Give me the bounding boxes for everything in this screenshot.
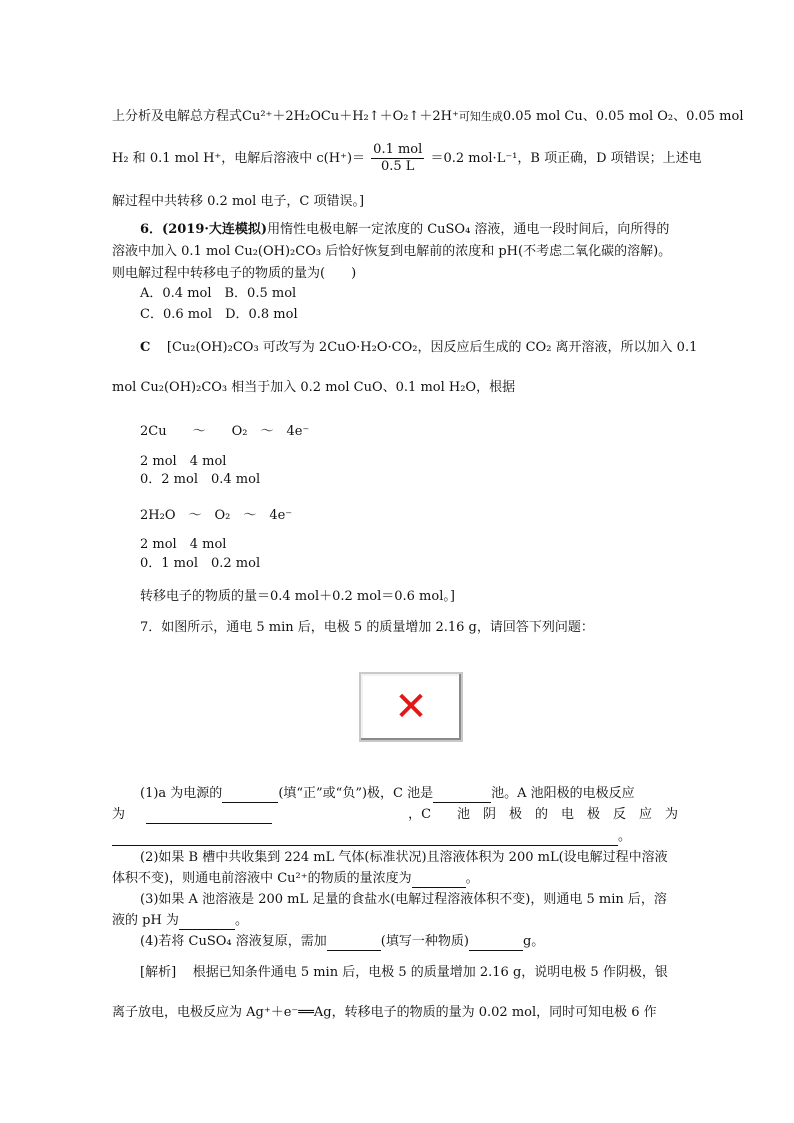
question-text: 7．如图所示，通电 5 min 后，电极 5 的质量增加 2.16 g，请回答下列问题： — [140, 620, 594, 635]
answer-blank[interactable] — [433, 802, 491, 803]
q7-part3-line2 — [112, 912, 248, 930]
q7-part1-line2 — [112, 806, 678, 824]
question-text: 。 — [234, 913, 248, 928]
fraction — [371, 142, 424, 175]
sol6-text: [Cu₂(OH)₂CO₃ 可改写为 2CuO·H₂O·CO₂，因反应后生成的 CO₂ 离开溶液，所以加入 0.1 — [166, 340, 698, 355]
q7-part3-line1: (3)如果 A 池溶液是 200 mL 足量的食盐水(电解过程溶液体积不变)，则通电 5 min 后，溶 — [140, 892, 667, 907]
answer-blank[interactable] — [412, 887, 466, 888]
sol5-equation: 上分析及电解总方程式Cu²⁺＋2H₂OCu＋H₂↑＋O₂↑＋2H⁺ — [112, 109, 459, 124]
question-text: 为 — [112, 807, 126, 822]
q6-options-cd: C．0.6 mol D．0.8 mol — [140, 307, 298, 322]
question-text: (填“正”或“负”)极，C 池是 — [278, 786, 434, 801]
sol6-eq2-moles: 2 mol 4 mol — [140, 537, 227, 552]
q6-options-ab: A．0.4 mol B．0.5 mol — [140, 286, 297, 301]
q7-part2-line2 — [112, 870, 479, 888]
sol6-eq1: 2Cu ～ O₂ ～ 4e⁻ — [140, 424, 310, 439]
sol5-line3: 解过程中共转移 0.2 mol 电子，C 项错误。] — [112, 194, 365, 209]
sol6-eq1-moles: 2 mol 4 mol — [140, 454, 227, 469]
question-text: 。 — [618, 829, 632, 844]
q7-stem — [140, 619, 594, 637]
answer-blank[interactable] — [222, 802, 278, 803]
question-text: (填写一种物质) — [380, 934, 469, 949]
question-text: g。 — [522, 934, 545, 949]
q7-part2-line1: (2)如果 B 槽中共收集到 224 mL 气体(标准状况)且溶液体积为 200 mL(设电解过程中溶液 — [140, 850, 668, 865]
answer-blank[interactable] — [327, 950, 381, 951]
answer-letter: C — [140, 340, 151, 355]
q7-part4 — [140, 933, 544, 951]
sol6-total: 转移电子的物质的量＝0.4 mol＋0.2 mol＝0.6 mol。] — [140, 589, 455, 604]
question-text: (4)若将 CuSO₄ 溶液复原，需加 — [140, 934, 327, 949]
analysis-text: 根据已知条件通电 5 min 后，电极 5 的质量增加 2.16 g，说明电极 5 作阴极，银 — [192, 965, 668, 980]
question-number: 6．(2019·大连模拟) — [140, 222, 268, 237]
q7-part1-line3 — [112, 828, 631, 846]
q7-part1-line1 — [140, 785, 635, 803]
question-text: 用惰性电极电解一定浓度的 CuSO₄ 溶液，通电一段时间后，向所得的 — [267, 222, 670, 237]
sol6-eq2-given: 0．1 mol 0.2 mol — [140, 556, 261, 571]
q6-stem-line2: 溶液中加入 0.1 mol Cu₂(OH)₂CO₃ 后恰好恢复到电解前的浓度和 pH(不考虑二氧化碳的溶解)。 — [112, 244, 672, 259]
answer-blank[interactable] — [146, 823, 272, 824]
analysis-line2: 离子放电，电极反应为 Ag⁺＋e⁻══Ag，转移电子的物质的量为 0.02 mol，同时可知电极 6 作 — [112, 1005, 657, 1020]
answer-blank[interactable] — [112, 845, 618, 846]
sol6-eq2: 2H₂O ～ O₂ ～ 4e⁻ — [140, 508, 293, 523]
answer-blank[interactable] — [179, 929, 235, 930]
fraction-numerator: 0.1 mol — [373, 142, 423, 157]
q6-stem-line1 — [140, 221, 669, 239]
broken-image-placeholder — [359, 672, 463, 742]
sol5-text: H₂ 和 0.1 mol H⁺，电解后溶液中 c(H⁺)＝ — [112, 151, 366, 166]
question-text: 池。A 池阳极的电极反应 — [491, 786, 635, 801]
analysis-line1 — [140, 964, 668, 982]
question-text: 。 — [465, 871, 479, 886]
sol6-line1 — [140, 339, 697, 357]
sol5-text: ＝0.2 mol·L⁻¹，B 项正确，D 项错误；上述电 — [430, 151, 702, 166]
sol6-line2: mol Cu₂(OH)₂CO₃ 相当于加入 0.2 mol CuO、0.1 mol H₂O，根据 — [112, 380, 516, 395]
answer-blank[interactable] — [469, 950, 523, 951]
question-text: 体积不变)，则通电前溶液中 Cu²⁺的物质的量浓度为 — [112, 871, 412, 886]
sol5-text: 可知生成 — [458, 110, 503, 123]
sol6-eq1-given: 0．2 mol 0.4 mol — [140, 472, 261, 487]
sol5-products: 0.05 mol Cu、0.05 mol O₂、0.05 mol — [502, 109, 744, 124]
question-text: ，C 池 阴 极 的 电 极 反 应 为 — [408, 807, 679, 822]
question-text: (1)a 为电源的 — [140, 786, 223, 801]
question-text: 液的 pH 为 — [112, 913, 179, 928]
q6-stem-line3: 则电解过程中转移电子的物质的量为( ) — [112, 266, 357, 281]
sol5-line1 — [112, 108, 744, 126]
broken-image-icon: ✕ — [394, 684, 428, 730]
fraction-denominator: 0.5 L — [381, 159, 415, 174]
sol5-line2 — [112, 142, 702, 175]
analysis-tag: [解析] — [140, 965, 177, 980]
